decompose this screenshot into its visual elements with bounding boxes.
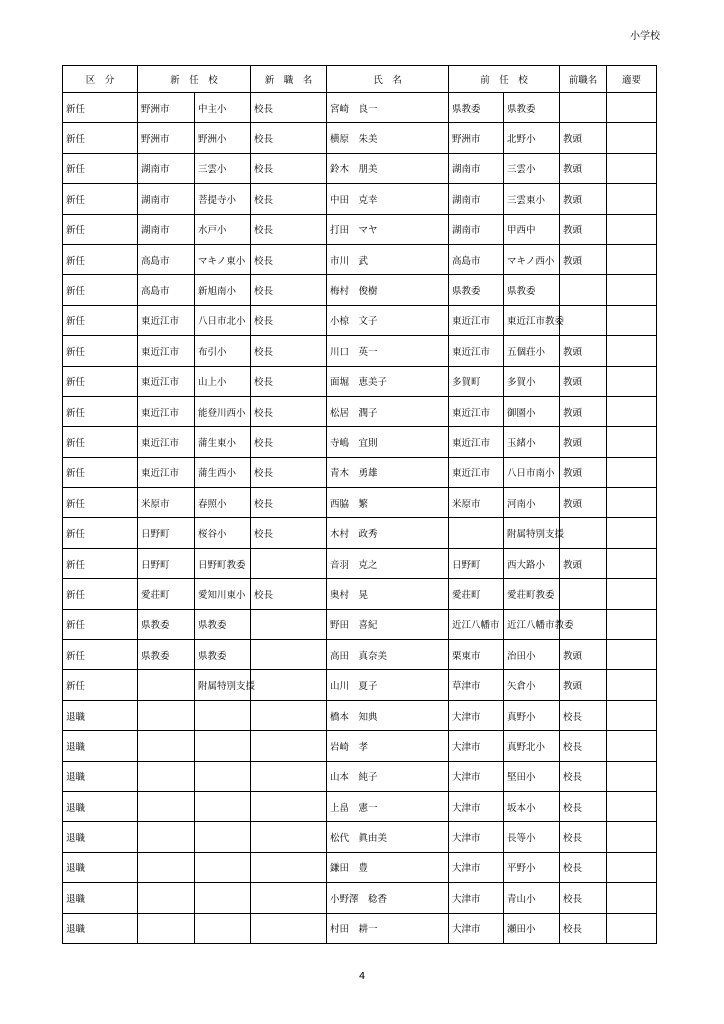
cell-remarks bbox=[607, 457, 657, 487]
cell-remarks bbox=[607, 184, 657, 214]
page-number: 4 bbox=[358, 971, 366, 982]
cell-new-municipality: 東近江市 bbox=[138, 457, 195, 487]
cell-name: 山本 純子 bbox=[327, 761, 449, 791]
personnel-table bbox=[62, 65, 657, 944]
cell-name: 鎌田 豊 bbox=[327, 852, 449, 882]
cell-prev-school: 三雲小 bbox=[504, 153, 560, 183]
cell-remarks bbox=[607, 93, 657, 123]
table-row bbox=[63, 488, 657, 518]
cell-prev-school: 長等小 bbox=[504, 822, 560, 852]
cell-new-position: 校長 bbox=[251, 396, 327, 426]
cell-prev-school: 堅田小 bbox=[504, 761, 560, 791]
cell-category: 新任 bbox=[63, 457, 138, 487]
cell-prev-school: 河南小 bbox=[504, 488, 560, 518]
cell-category: 新任 bbox=[63, 609, 138, 639]
cell-name: 音羽 克之 bbox=[327, 548, 449, 578]
cell-new-school bbox=[195, 852, 251, 882]
cell-prev-school: 県教委 bbox=[504, 275, 560, 305]
cell-prev-municipality: 大津市 bbox=[449, 822, 504, 852]
cell-new-school: 蒲生東小 bbox=[195, 427, 251, 457]
cell-prev-municipality: 大津市 bbox=[449, 731, 504, 761]
cell-new-school: 山上小 bbox=[195, 366, 251, 396]
cell-new-school: 中主小 bbox=[195, 93, 251, 123]
cell-new-municipality: 高島市 bbox=[138, 244, 195, 274]
cell-category: 新任 bbox=[63, 548, 138, 578]
table-row bbox=[63, 305, 657, 335]
cell-prev-school: 甲西中 bbox=[504, 214, 560, 244]
table-row bbox=[63, 852, 657, 882]
cell-prev-school: 矢倉小 bbox=[504, 670, 560, 700]
cell-new-school: 県教委 bbox=[195, 640, 251, 670]
cell-prev-school: 多賀小 bbox=[504, 366, 560, 396]
cell-remarks bbox=[607, 518, 657, 548]
cell-prev-position: 教頭 bbox=[560, 153, 607, 183]
cell-new-school: 水戸小 bbox=[195, 214, 251, 244]
cell-category: 新任 bbox=[63, 640, 138, 670]
cell-new-school bbox=[195, 761, 251, 791]
cell-new-position bbox=[251, 852, 327, 882]
cell-remarks bbox=[607, 123, 657, 153]
cell-new-school: 県教委 bbox=[195, 609, 251, 639]
cell-new-position: 校長 bbox=[251, 184, 327, 214]
cell-new-municipality bbox=[138, 822, 195, 852]
cell-new-municipality: 愛荘町 bbox=[138, 579, 195, 609]
cell-name: 西脇 繁 bbox=[327, 488, 449, 518]
cell-remarks bbox=[607, 214, 657, 244]
table-header-row bbox=[63, 66, 657, 93]
cell-prev-municipality: 近江八幡市 bbox=[449, 609, 504, 639]
cell-remarks bbox=[607, 731, 657, 761]
cell-prev-municipality: 東近江市 bbox=[449, 427, 504, 457]
cell-remarks bbox=[607, 791, 657, 821]
cell-name: 上畠 憲一 bbox=[327, 791, 449, 821]
cell-category: 退職 bbox=[63, 731, 138, 761]
cell-prev-school: 平野小 bbox=[504, 852, 560, 882]
header-name: 氏 名 bbox=[327, 66, 449, 93]
cell-new-position bbox=[251, 609, 327, 639]
cell-new-school: 菩提寺小 bbox=[195, 184, 251, 214]
cell-remarks bbox=[607, 548, 657, 578]
cell-prev-position: 校長 bbox=[560, 791, 607, 821]
cell-new-municipality bbox=[138, 883, 195, 913]
cell-new-school: 桜谷小 bbox=[195, 518, 251, 548]
cell-prev-position bbox=[560, 275, 607, 305]
cell-prev-position: 教頭 bbox=[560, 123, 607, 153]
cell-prev-municipality: 東近江市 bbox=[449, 457, 504, 487]
cell-remarks bbox=[607, 761, 657, 791]
cell-new-municipality: 東近江市 bbox=[138, 305, 195, 335]
cell-new-municipality: 東近江市 bbox=[138, 396, 195, 426]
cell-prev-municipality: 草津市 bbox=[449, 670, 504, 700]
cell-name: 中田 克幸 bbox=[327, 184, 449, 214]
cell-name: 野田 喜紀 bbox=[327, 609, 449, 639]
cell-new-municipality: 湖南市 bbox=[138, 153, 195, 183]
cell-prev-position: 校長 bbox=[560, 822, 607, 852]
table-row bbox=[63, 184, 657, 214]
cell-prev-school: 治田小 bbox=[504, 640, 560, 670]
table-row bbox=[63, 822, 657, 852]
cell-prev-position: 教頭 bbox=[560, 457, 607, 487]
cell-prev-municipality: 野洲市 bbox=[449, 123, 504, 153]
cell-prev-school: 八日市南小 bbox=[504, 457, 560, 487]
cell-remarks bbox=[607, 852, 657, 882]
cell-new-position bbox=[251, 822, 327, 852]
table-row bbox=[63, 93, 657, 123]
cell-remarks bbox=[607, 883, 657, 913]
cell-new-position: 校長 bbox=[251, 488, 327, 518]
cell-new-municipality bbox=[138, 670, 195, 700]
cell-prev-school: 坂本小 bbox=[504, 791, 560, 821]
cell-category: 新任 bbox=[63, 153, 138, 183]
cell-name: 山川 夏子 bbox=[327, 670, 449, 700]
cell-remarks bbox=[607, 305, 657, 335]
cell-prev-municipality: 大津市 bbox=[449, 761, 504, 791]
cell-name: 村田 耕一 bbox=[327, 913, 449, 943]
cell-name: 打田 マヤ bbox=[327, 214, 449, 244]
cell-category: 退職 bbox=[63, 913, 138, 943]
cell-new-municipality: 湖南市 bbox=[138, 184, 195, 214]
table-row bbox=[63, 883, 657, 913]
cell-prev-school: 近江八幡市教委 bbox=[504, 609, 560, 639]
cell-new-municipality: 東近江市 bbox=[138, 336, 195, 366]
cell-category: 退職 bbox=[63, 883, 138, 913]
cell-prev-school: 県教委 bbox=[504, 93, 560, 123]
cell-prev-school: 附属特別支援 bbox=[504, 518, 560, 548]
cell-new-position bbox=[251, 731, 327, 761]
cell-name: 小椋 文子 bbox=[327, 305, 449, 335]
cell-category: 新任 bbox=[63, 427, 138, 457]
header-previous-position: 前職名 bbox=[560, 66, 607, 93]
cell-new-school: 日野町教委 bbox=[195, 548, 251, 578]
table-row bbox=[63, 548, 657, 578]
cell-name: 岩崎 孝 bbox=[327, 731, 449, 761]
cell-name: 面堀 恵美子 bbox=[327, 366, 449, 396]
cell-new-municipality bbox=[138, 761, 195, 791]
cell-prev-position: 教頭 bbox=[560, 670, 607, 700]
cell-prev-municipality: 湖南市 bbox=[449, 184, 504, 214]
table-row bbox=[63, 214, 657, 244]
cell-new-position bbox=[251, 640, 327, 670]
cell-remarks bbox=[607, 700, 657, 730]
cell-new-school: 能登川西小 bbox=[195, 396, 251, 426]
table-row bbox=[63, 913, 657, 943]
cell-prev-position: 教頭 bbox=[560, 427, 607, 457]
cell-prev-school: 玉緒小 bbox=[504, 427, 560, 457]
header-remarks: 適要 bbox=[607, 66, 657, 93]
cell-new-position: 校長 bbox=[251, 336, 327, 366]
cell-category: 新任 bbox=[63, 93, 138, 123]
cell-prev-position: 教頭 bbox=[560, 640, 607, 670]
cell-category: 退職 bbox=[63, 791, 138, 821]
cell-prev-municipality: 東近江市 bbox=[449, 305, 504, 335]
table-row bbox=[63, 579, 657, 609]
cell-new-municipality bbox=[138, 700, 195, 730]
table-row bbox=[63, 761, 657, 791]
cell-new-municipality: 湖南市 bbox=[138, 214, 195, 244]
cell-name: 木村 政秀 bbox=[327, 518, 449, 548]
cell-prev-school: 三雲東小 bbox=[504, 184, 560, 214]
cell-name: 川口 英一 bbox=[327, 336, 449, 366]
cell-remarks bbox=[607, 488, 657, 518]
cell-new-municipality: 野洲市 bbox=[138, 123, 195, 153]
cell-prev-municipality: 高島市 bbox=[449, 244, 504, 274]
cell-category: 新任 bbox=[63, 670, 138, 700]
cell-prev-municipality: 愛荘町 bbox=[449, 579, 504, 609]
cell-category: 新任 bbox=[63, 123, 138, 153]
cell-new-municipality: 日野町 bbox=[138, 548, 195, 578]
cell-name: 青木 勇雄 bbox=[327, 457, 449, 487]
cell-name: 橋本 知典 bbox=[327, 700, 449, 730]
cell-category: 新任 bbox=[63, 518, 138, 548]
cell-prev-municipality: 大津市 bbox=[449, 852, 504, 882]
cell-prev-school: 瀬田小 bbox=[504, 913, 560, 943]
cell-new-position: 校長 bbox=[251, 518, 327, 548]
cell-new-position: 校長 bbox=[251, 366, 327, 396]
cell-prev-school: 五個荘小 bbox=[504, 336, 560, 366]
cell-category: 新任 bbox=[63, 579, 138, 609]
cell-name: 松居 潤子 bbox=[327, 396, 449, 426]
cell-new-position bbox=[251, 700, 327, 730]
cell-prev-school: 青山小 bbox=[504, 883, 560, 913]
header-category: 区 分 bbox=[63, 66, 138, 93]
cell-category: 新任 bbox=[63, 336, 138, 366]
cell-prev-position: 教頭 bbox=[560, 244, 607, 274]
cell-prev-municipality: 県教委 bbox=[449, 93, 504, 123]
cell-new-municipality bbox=[138, 913, 195, 943]
cell-new-school: 愛知川東小 bbox=[195, 579, 251, 609]
cell-category: 新任 bbox=[63, 305, 138, 335]
cell-name: 梅村 俊樹 bbox=[327, 275, 449, 305]
cell-prev-municipality: 日野町 bbox=[449, 548, 504, 578]
cell-prev-municipality: 栗東市 bbox=[449, 640, 504, 670]
cell-new-position bbox=[251, 670, 327, 700]
cell-category: 退職 bbox=[63, 700, 138, 730]
table-row bbox=[63, 366, 657, 396]
cell-new-municipality: 東近江市 bbox=[138, 366, 195, 396]
cell-category: 新任 bbox=[63, 488, 138, 518]
cell-remarks bbox=[607, 396, 657, 426]
cell-prev-school: 西大路小 bbox=[504, 548, 560, 578]
cell-remarks bbox=[607, 609, 657, 639]
cell-prev-school: マキノ西小 bbox=[504, 244, 560, 274]
cell-prev-municipality: 大津市 bbox=[449, 883, 504, 913]
table-row bbox=[63, 244, 657, 274]
cell-prev-municipality: 大津市 bbox=[449, 913, 504, 943]
cell-prev-position: 校長 bbox=[560, 731, 607, 761]
cell-name: 松代 眞由美 bbox=[327, 822, 449, 852]
cell-category: 新任 bbox=[63, 396, 138, 426]
cell-new-school: 三雲小 bbox=[195, 153, 251, 183]
cell-category: 新任 bbox=[63, 184, 138, 214]
table-row bbox=[63, 427, 657, 457]
cell-prev-position: 教頭 bbox=[560, 488, 607, 518]
cell-prev-municipality: 湖南市 bbox=[449, 214, 504, 244]
cell-new-position: 校長 bbox=[251, 427, 327, 457]
table-row bbox=[63, 609, 657, 639]
table-row bbox=[63, 700, 657, 730]
cell-new-municipality: 高島市 bbox=[138, 275, 195, 305]
cell-prev-position bbox=[560, 518, 607, 548]
cell-new-position bbox=[251, 548, 327, 578]
table-row bbox=[63, 670, 657, 700]
cell-new-position: 校長 bbox=[251, 93, 327, 123]
cell-prev-school: 真野北小 bbox=[504, 731, 560, 761]
cell-prev-position bbox=[560, 305, 607, 335]
cell-prev-municipality: 東近江市 bbox=[449, 336, 504, 366]
cell-prev-school: 御園小 bbox=[504, 396, 560, 426]
cell-category: 新任 bbox=[63, 244, 138, 274]
cell-remarks bbox=[607, 244, 657, 274]
cell-remarks bbox=[607, 153, 657, 183]
cell-name: 横原 朱美 bbox=[327, 123, 449, 153]
cell-remarks bbox=[607, 913, 657, 943]
cell-new-school: 附属特別支援 bbox=[195, 670, 251, 700]
cell-prev-position bbox=[560, 579, 607, 609]
cell-prev-position: 校長 bbox=[560, 883, 607, 913]
cell-prev-school: 真野小 bbox=[504, 700, 560, 730]
cell-new-position: 校長 bbox=[251, 123, 327, 153]
table-row bbox=[63, 123, 657, 153]
cell-prev-municipality: 米原市 bbox=[449, 488, 504, 518]
cell-new-school bbox=[195, 791, 251, 821]
cell-prev-municipality: 大津市 bbox=[449, 700, 504, 730]
cell-remarks bbox=[607, 366, 657, 396]
cell-category: 新任 bbox=[63, 214, 138, 244]
school-type-label: 小学校 bbox=[630, 31, 660, 42]
cell-new-municipality: 日野町 bbox=[138, 518, 195, 548]
cell-new-school: 春照小 bbox=[195, 488, 251, 518]
cell-new-position: 校長 bbox=[251, 275, 327, 305]
table-row bbox=[63, 518, 657, 548]
cell-prev-position: 校長 bbox=[560, 913, 607, 943]
cell-new-position: 校長 bbox=[251, 305, 327, 335]
cell-new-municipality: 米原市 bbox=[138, 488, 195, 518]
cell-new-position bbox=[251, 913, 327, 943]
cell-prev-position: 教頭 bbox=[560, 184, 607, 214]
cell-name: 宮崎 良一 bbox=[327, 93, 449, 123]
cell-category: 退職 bbox=[63, 761, 138, 791]
cell-prev-school: 東近江市教委 bbox=[504, 305, 560, 335]
cell-category: 退職 bbox=[63, 852, 138, 882]
cell-new-position: 校長 bbox=[251, 214, 327, 244]
cell-remarks bbox=[607, 670, 657, 700]
cell-new-municipality: 野洲市 bbox=[138, 93, 195, 123]
header-new-school: 新 任 校 bbox=[138, 66, 251, 93]
table-row bbox=[63, 731, 657, 761]
cell-name: 鈴木 朋美 bbox=[327, 153, 449, 183]
cell-category: 新任 bbox=[63, 366, 138, 396]
cell-new-school bbox=[195, 700, 251, 730]
table-body bbox=[63, 93, 657, 944]
cell-category: 退職 bbox=[63, 822, 138, 852]
cell-prev-position: 教頭 bbox=[560, 336, 607, 366]
cell-prev-municipality: 湖南市 bbox=[449, 153, 504, 183]
table-row bbox=[63, 275, 657, 305]
cell-name: 高田 真奈美 bbox=[327, 640, 449, 670]
cell-prev-position: 校長 bbox=[560, 761, 607, 791]
cell-remarks bbox=[607, 822, 657, 852]
cell-prev-position: 教頭 bbox=[560, 366, 607, 396]
table-row bbox=[63, 336, 657, 366]
cell-prev-position: 校長 bbox=[560, 852, 607, 882]
header-new-position: 新 職 名 bbox=[251, 66, 327, 93]
cell-new-position: 校長 bbox=[251, 579, 327, 609]
cell-name: 市川 武 bbox=[327, 244, 449, 274]
cell-remarks bbox=[607, 579, 657, 609]
cell-new-position: 校長 bbox=[251, 153, 327, 183]
cell-new-municipality: 東近江市 bbox=[138, 427, 195, 457]
cell-prev-position: 校長 bbox=[560, 700, 607, 730]
cell-new-position bbox=[251, 883, 327, 913]
cell-name: 寺嶋 宜則 bbox=[327, 427, 449, 457]
cell-new-school bbox=[195, 883, 251, 913]
cell-new-school: 布引小 bbox=[195, 336, 251, 366]
cell-prev-position: 教頭 bbox=[560, 396, 607, 426]
table-row bbox=[63, 457, 657, 487]
cell-prev-municipality bbox=[449, 518, 504, 548]
cell-new-school: 八日市北小 bbox=[195, 305, 251, 335]
cell-prev-position bbox=[560, 93, 607, 123]
cell-new-municipality bbox=[138, 791, 195, 821]
table-row bbox=[63, 791, 657, 821]
cell-prev-school: 北野小 bbox=[504, 123, 560, 153]
cell-new-position bbox=[251, 791, 327, 821]
cell-remarks bbox=[607, 427, 657, 457]
header-previous-school: 前 任 校 bbox=[449, 66, 560, 93]
cell-new-municipality bbox=[138, 852, 195, 882]
cell-new-position: 校長 bbox=[251, 244, 327, 274]
cell-new-school: マキノ東小 bbox=[195, 244, 251, 274]
cell-prev-municipality: 大津市 bbox=[449, 791, 504, 821]
cell-prev-position: 教頭 bbox=[560, 548, 607, 578]
cell-new-municipality bbox=[138, 731, 195, 761]
cell-remarks bbox=[607, 275, 657, 305]
cell-new-school bbox=[195, 913, 251, 943]
table-row bbox=[63, 396, 657, 426]
cell-new-school: 野洲小 bbox=[195, 123, 251, 153]
cell-new-municipality: 県教委 bbox=[138, 609, 195, 639]
cell-new-school bbox=[195, 822, 251, 852]
cell-remarks bbox=[607, 336, 657, 366]
cell-prev-school: 愛荘町教委 bbox=[504, 579, 560, 609]
cell-new-municipality: 県教委 bbox=[138, 640, 195, 670]
cell-new-position: 校長 bbox=[251, 457, 327, 487]
cell-name: 小野澤 稔香 bbox=[327, 883, 449, 913]
cell-category: 新任 bbox=[63, 275, 138, 305]
table-row bbox=[63, 640, 657, 670]
cell-prev-municipality: 東近江市 bbox=[449, 396, 504, 426]
cell-prev-municipality: 多賀町 bbox=[449, 366, 504, 396]
cell-name: 奥村 晃 bbox=[327, 579, 449, 609]
cell-new-school bbox=[195, 731, 251, 761]
table-row bbox=[63, 153, 657, 183]
cell-prev-position: 教頭 bbox=[560, 214, 607, 244]
cell-remarks bbox=[607, 640, 657, 670]
cell-prev-municipality: 県教委 bbox=[449, 275, 504, 305]
cell-new-position bbox=[251, 761, 327, 791]
cell-new-school: 新旭南小 bbox=[195, 275, 251, 305]
cell-new-school: 蒲生西小 bbox=[195, 457, 251, 487]
